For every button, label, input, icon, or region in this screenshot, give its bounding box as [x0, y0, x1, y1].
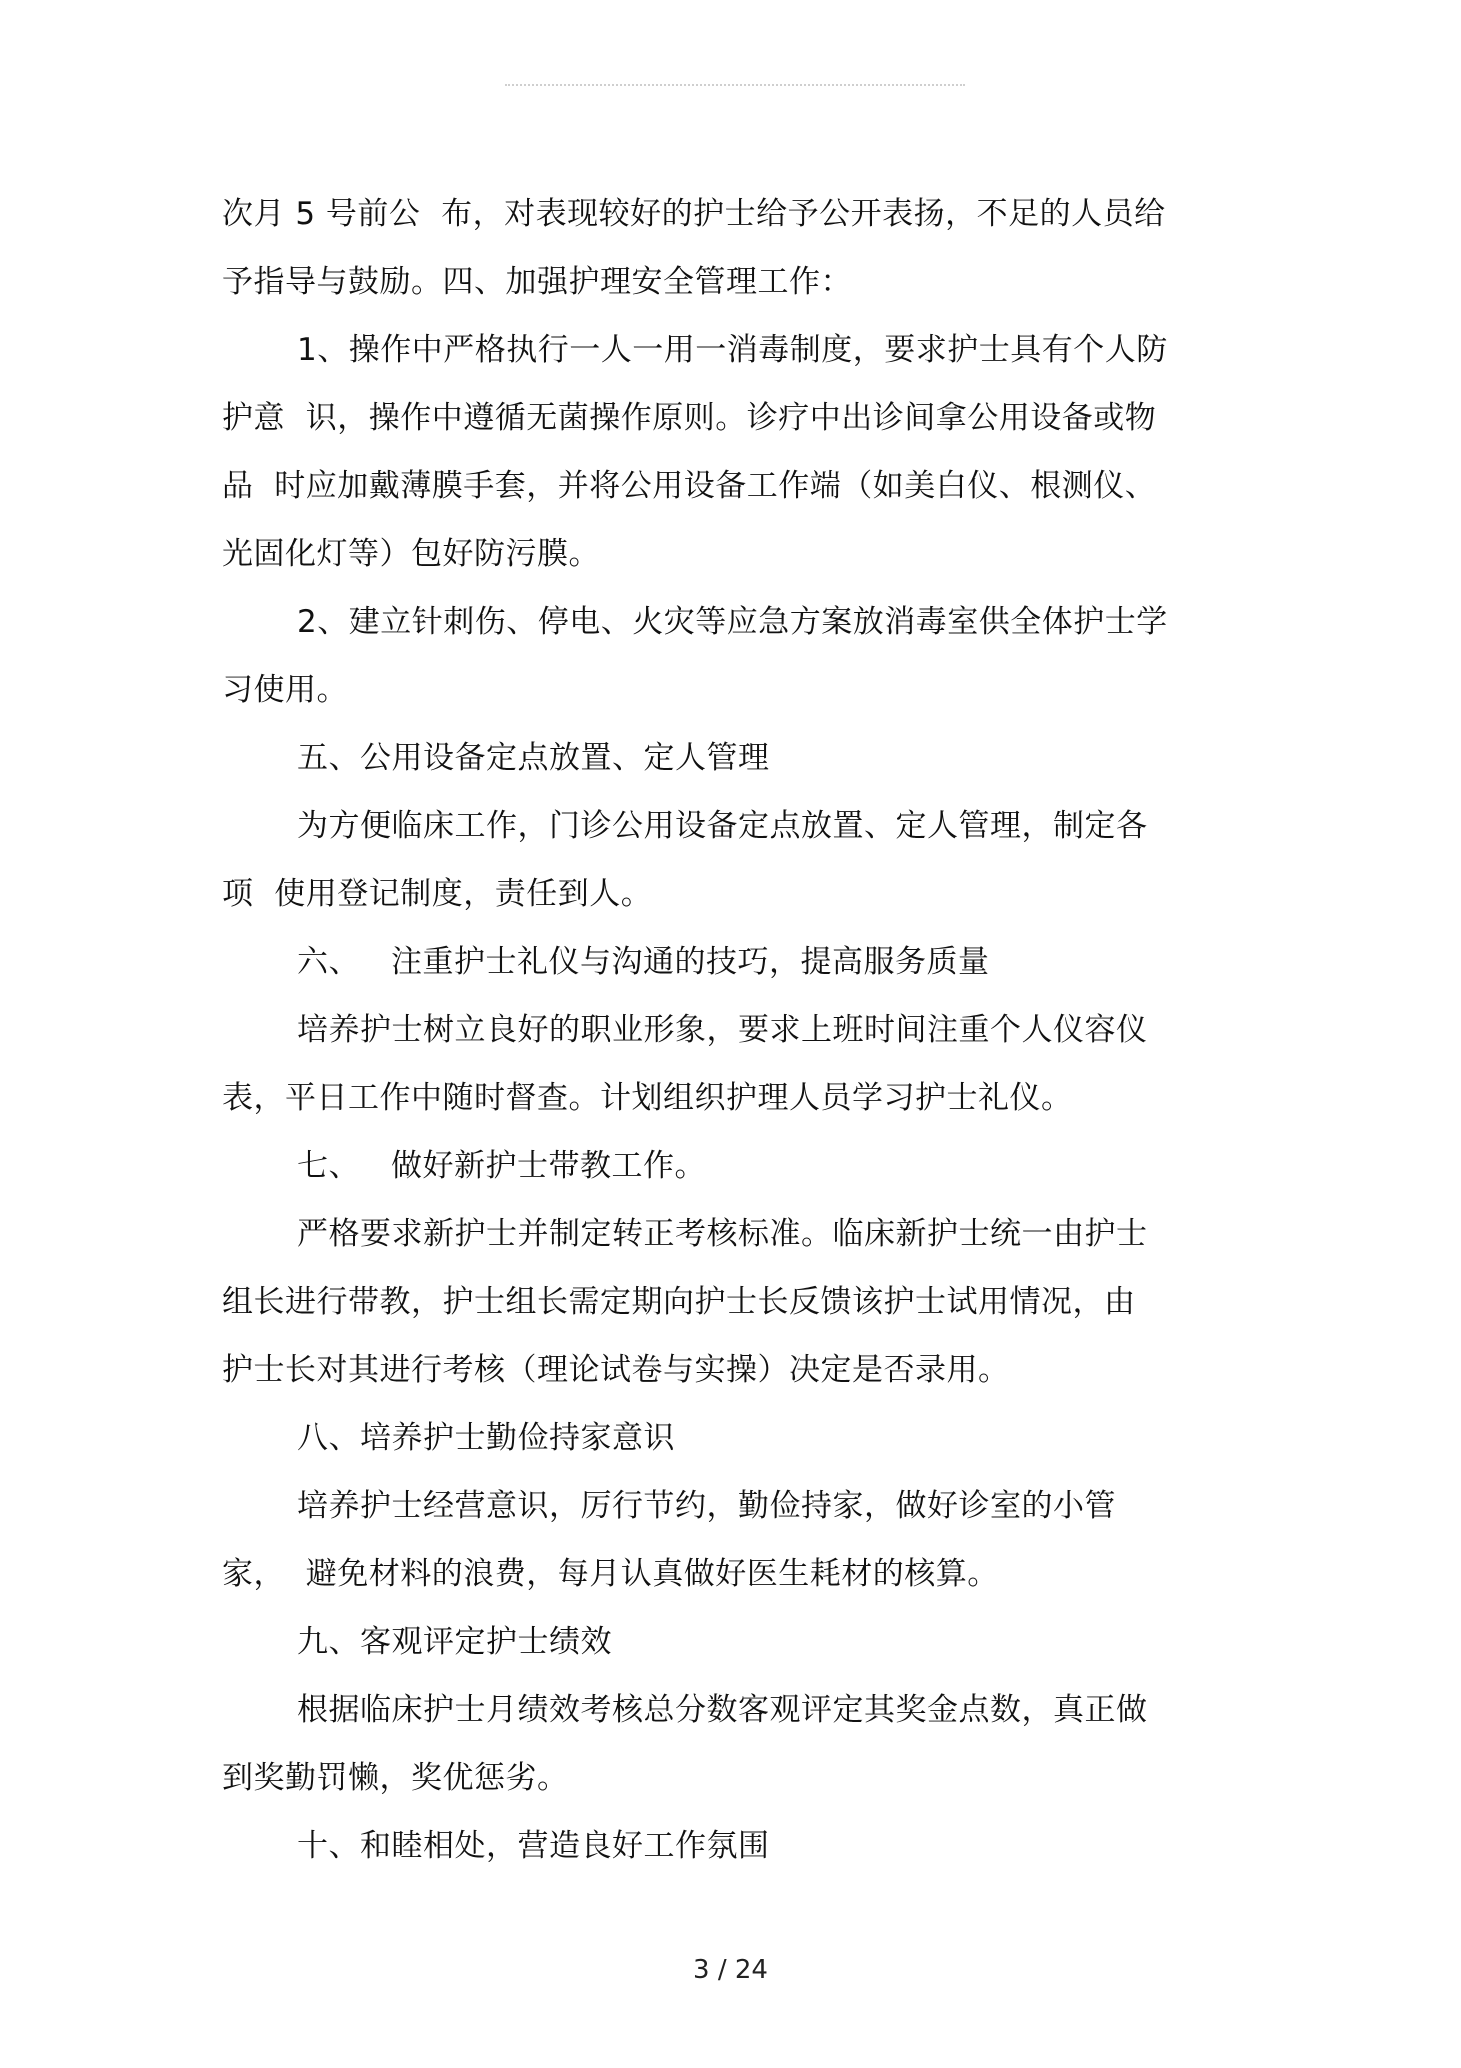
body-line: 习使用。 [222, 672, 348, 708]
body-line: 光固化灯等）包好防污膜。 [222, 536, 600, 572]
body-line: 家， 避免材料的浪费，每月认真做好医生耗材的核算。 [222, 1556, 999, 1592]
document-body [222, 180, 1242, 1880]
body-line: 次月 5 号前公 布，对表现较好的护士给予公开表扬，不足的人员给 [222, 196, 1166, 232]
body-line: 严格要求新护士并制定转正考核标准。临床新护士统一由护士 [297, 1216, 1148, 1252]
header-rule [505, 84, 965, 86]
body-line: 为方便临床工作，门诊公用设备定点放置、定人管理，制定各 [297, 808, 1148, 844]
section-heading: 十、和睦相处，营造良好工作氛围 [297, 1828, 770, 1864]
body-line: 到奖勤罚懒，奖优惩劣。 [222, 1760, 569, 1796]
body-line: 培养护士经营意识，厉行节约，勤俭持家，做好诊室的小管 [297, 1488, 1116, 1524]
section-heading: 九、客观评定护士绩效 [297, 1624, 612, 1660]
section-heading: 七、 做好新护士带教工作。 [297, 1148, 707, 1184]
body-line: 护意 识，操作中遵循无菌操作原则。诊疗中出诊间拿公用设备或物 [222, 400, 1157, 436]
body-line: 培养护士树立良好的职业形象，要求上班时间注重个人仪容仪 [297, 1012, 1148, 1048]
body-line: 表，平日工作中随时督查。计划组织护理人员学习护士礼仪。 [222, 1080, 1073, 1116]
section-heading: 六、 注重护士礼仪与沟通的技巧，提高服务质量 [297, 944, 990, 980]
body-line: 1、操作中严格执行一人一用一消毒制度，要求护士具有个人防 [297, 332, 1168, 368]
body-line: 品 时应加戴薄膜手套，并将公用设备工作端（如美白仪、根测仪、 [222, 468, 1157, 504]
section-heading: 五、公用设备定点放置、定人管理 [297, 740, 770, 776]
body-line: 项 使用登记制度，责任到人。 [222, 876, 653, 912]
body-line: 组长进行带教，护士组长需定期向护士长反馈该护士试用情况，由 [222, 1284, 1136, 1320]
section-heading: 八、培养护士勤俭持家意识 [297, 1420, 675, 1456]
body-line: 护士长对其进行考核（理论试卷与实操）决定是否录用。 [222, 1352, 1010, 1388]
body-line: 2、建立针刺伤、停电、火灾等应急方案放消毒室供全体护士学 [297, 604, 1168, 640]
body-line: 根据临床护士月绩效考核总分数客观评定其奖金点数，真正做 [297, 1692, 1148, 1728]
page-number: 3 / 24 [693, 1955, 768, 1985]
body-line: 予指导与鼓励。四、加强护理安全管理工作： [222, 264, 852, 300]
